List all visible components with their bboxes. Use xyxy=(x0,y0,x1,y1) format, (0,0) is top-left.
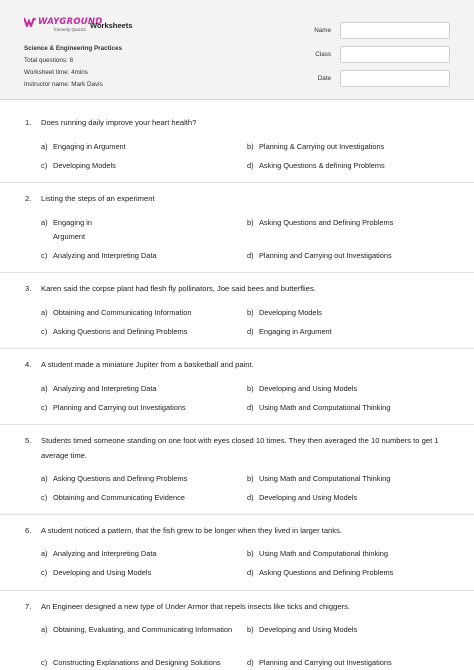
question-stem xyxy=(25,281,450,296)
option-text: Planning & Carrying out Investigations xyxy=(259,142,385,151)
question-stem xyxy=(25,357,450,372)
class-field[interactable] xyxy=(340,46,450,63)
option-letter: d) xyxy=(247,493,254,502)
question-text: Students timed someone standing on one foot with eyes closed 10 times. They then averaged the 10 numbers to get 1 average time. xyxy=(41,436,439,460)
option-text: Using Math and Computational thinking xyxy=(259,549,389,558)
option-text: Developing and Using Models xyxy=(53,568,152,577)
option-d[interactable] xyxy=(247,566,447,580)
question-divider xyxy=(0,348,474,349)
option-a[interactable] xyxy=(41,216,111,244)
name-field-row xyxy=(291,22,450,39)
option-text: Planning and Carrying out Investigations xyxy=(259,658,392,667)
question-divider xyxy=(0,182,474,183)
question-number: 5. xyxy=(25,436,32,445)
option-letter: c) xyxy=(41,658,48,667)
option-letter: c) xyxy=(41,161,48,170)
option-d[interactable] xyxy=(247,325,447,339)
option-a[interactable] xyxy=(41,306,241,320)
worksheet-subject: Science & Engineering Practices xyxy=(24,45,122,52)
option-letter: b) xyxy=(247,384,254,393)
option-letter: a) xyxy=(41,474,48,483)
question-number: 4. xyxy=(25,360,32,369)
option-text: Obtaining, Evaluating, and Communicating Information xyxy=(53,625,233,634)
question-divider xyxy=(0,272,474,273)
option-letter: d) xyxy=(247,161,254,170)
option-c[interactable] xyxy=(41,249,241,263)
worksheet-header xyxy=(0,0,474,100)
logo-wordmark: WAYGROUND xyxy=(38,17,103,27)
option-text: Planning and Carrying out Investigations xyxy=(259,251,392,260)
question-text: Listing the steps of an experiment xyxy=(41,194,155,203)
option-c[interactable] xyxy=(41,159,241,173)
option-letter: d) xyxy=(247,568,254,577)
option-text: Asking Questions and Defining Problems xyxy=(53,474,188,483)
question-divider xyxy=(0,590,474,591)
option-letter: a) xyxy=(41,625,48,634)
option-text: Engaging in Argument xyxy=(53,142,126,151)
option-c[interactable] xyxy=(41,325,241,339)
question-text: A student noticed a pattern, that the fish grew to be longer when they lived in larger tanks. xyxy=(41,526,342,535)
option-letter: b) xyxy=(247,218,254,227)
option-text: Asking Questions and Defining Problems xyxy=(53,327,188,336)
option-b[interactable] xyxy=(247,472,447,486)
option-a[interactable] xyxy=(41,623,241,637)
question-text: Does running daily improve your heart health? xyxy=(41,118,197,127)
question-stem xyxy=(25,115,450,130)
question-text: An Engineer designed a new type of Under Armor that repels insects like ticks and chiggers. xyxy=(41,602,350,611)
question-number: 6. xyxy=(25,526,32,535)
option-letter: a) xyxy=(41,384,48,393)
class-field-row xyxy=(291,46,450,63)
option-b[interactable] xyxy=(247,623,447,637)
date-field-row xyxy=(291,70,450,87)
option-text: Asking Questions and Defining Problems xyxy=(259,218,394,227)
question-stem xyxy=(25,523,450,538)
option-b[interactable] xyxy=(247,382,447,396)
worksheet-time: Worksheet time: 4mins xyxy=(24,69,88,76)
question-number: 3. xyxy=(25,284,32,293)
option-b[interactable] xyxy=(247,306,447,320)
question-number: 1. xyxy=(25,118,32,127)
option-letter: c) xyxy=(41,403,48,412)
option-text: Analyzing and Interpreting Data xyxy=(53,549,157,558)
question-text: Karen said the corpse plant had flesh fly pollinators, Joe said bees and butterflies. xyxy=(41,284,316,293)
option-text: Obtaining and Communicating Evidence xyxy=(53,493,185,502)
option-letter: b) xyxy=(247,549,254,558)
logo-subtitle: formerly Quizizz xyxy=(54,27,87,32)
option-c[interactable] xyxy=(41,491,241,505)
option-letter: b) xyxy=(247,474,254,483)
option-text: Using Math and Computational Thinking xyxy=(259,474,391,483)
option-b[interactable] xyxy=(247,547,447,561)
question-stem xyxy=(25,191,450,206)
option-text: Obtaining and Communicating Information xyxy=(53,308,192,317)
option-letter: d) xyxy=(247,403,254,412)
option-letter: c) xyxy=(41,327,48,336)
option-text: Asking Questions & defining Problems xyxy=(259,161,385,170)
option-text: Analyzing and Interpreting Data xyxy=(53,251,157,260)
option-letter: d) xyxy=(247,658,254,667)
option-d[interactable] xyxy=(247,491,447,505)
option-c[interactable] xyxy=(41,401,241,415)
option-letter: a) xyxy=(41,308,48,317)
question-divider xyxy=(0,424,474,425)
option-text: Engaging in Argument xyxy=(53,218,93,241)
question-stem xyxy=(25,433,450,463)
question-stem xyxy=(25,599,450,614)
question-number: 7. xyxy=(25,602,32,611)
option-letter: b) xyxy=(247,308,254,317)
option-text: Constructing Explanations and Designing Solutions xyxy=(53,658,221,667)
option-a[interactable] xyxy=(41,472,241,486)
option-d[interactable] xyxy=(247,159,447,173)
option-letter: c) xyxy=(41,493,48,502)
option-d[interactable] xyxy=(247,656,457,670)
name-field[interactable] xyxy=(340,22,450,39)
question-number: 2. xyxy=(25,194,32,203)
option-text: Analyzing and Interpreting Data xyxy=(53,384,157,393)
option-letter: b) xyxy=(247,625,254,634)
question-text: A student made a miniature Jupiter from a basketball and paint. xyxy=(41,360,254,369)
option-c[interactable] xyxy=(41,656,251,670)
option-text: Asking Questions and Defining Problems xyxy=(259,568,394,577)
date-field[interactable] xyxy=(340,70,450,87)
wayground-logo-icon xyxy=(24,17,36,27)
option-d[interactable] xyxy=(247,249,447,263)
option-a[interactable] xyxy=(41,382,241,396)
option-letter: c) xyxy=(41,251,48,260)
option-c[interactable] xyxy=(41,566,241,580)
option-a[interactable] xyxy=(41,547,241,561)
option-text: Developing Models xyxy=(53,161,116,170)
option-letter: a) xyxy=(41,218,48,227)
worksheet-meta xyxy=(24,43,122,91)
option-text: Using Math and Computational Thinking xyxy=(259,403,391,412)
option-text: Planning and Carrying out Investigations xyxy=(53,403,186,412)
name-label: Name xyxy=(314,27,331,34)
option-d[interactable] xyxy=(247,401,447,415)
option-letter: a) xyxy=(41,549,48,558)
class-label: Class xyxy=(315,51,331,58)
option-b[interactable] xyxy=(247,140,447,154)
option-text: Developing Models xyxy=(259,308,322,317)
option-a[interactable] xyxy=(41,140,241,154)
option-letter: a) xyxy=(41,142,48,151)
option-text: Developing and Using Models xyxy=(259,625,358,634)
date-label: Date xyxy=(317,75,331,82)
option-letter: b) xyxy=(247,142,254,151)
option-text: Engaging in Argument xyxy=(259,327,332,336)
option-b[interactable] xyxy=(247,216,447,230)
option-text: Developing and Using Models xyxy=(259,384,358,393)
total-questions: Total questions: 8 xyxy=(24,57,74,64)
option-letter: c) xyxy=(41,568,48,577)
app-title: Worksheets xyxy=(90,21,133,30)
instructor-name: Instructor name: Mark Davis xyxy=(24,81,103,88)
question-divider xyxy=(0,514,474,515)
option-letter: d) xyxy=(247,327,254,336)
option-letter: d) xyxy=(247,251,254,260)
option-text: Developing and Using Models xyxy=(259,493,358,502)
